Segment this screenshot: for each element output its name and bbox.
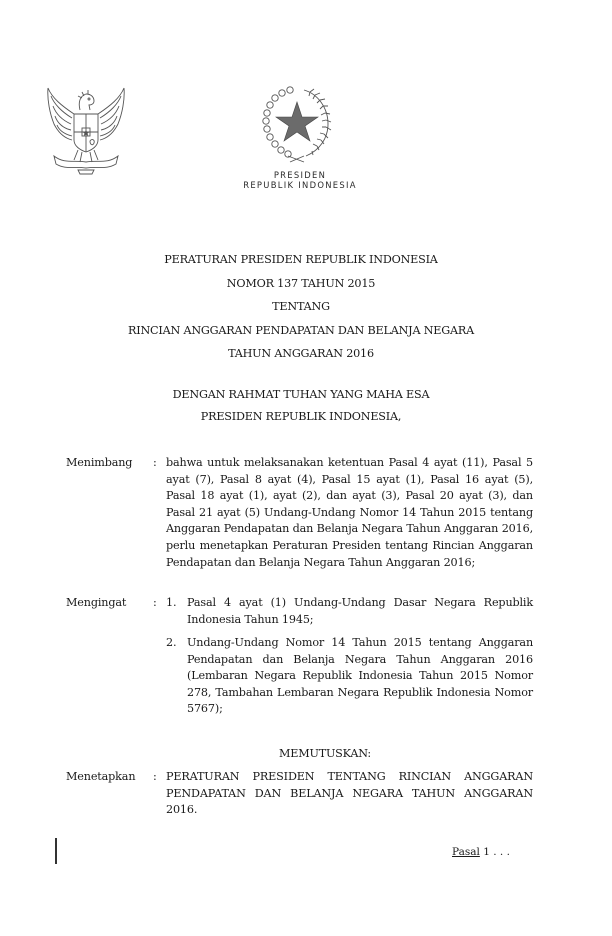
menimbang-colon: :: [153, 456, 157, 469]
mengingat-item-2-number: 2.: [166, 636, 177, 649]
memutuskan-heading: MEMUTUSKAN:: [278, 747, 371, 760]
menetapkan-label: Menetapkan: [66, 770, 136, 783]
regulation-title: [100, 248, 502, 366]
menimbang-label: Menimbang: [66, 456, 133, 469]
title-line-5: TAHUN ANGGARAN 2016: [228, 347, 374, 360]
mengingat-section: [66, 595, 536, 725]
margin-bar: [55, 838, 57, 864]
presidential-seal-icon: [260, 84, 332, 164]
seal-caption-republic: REPUBLIK INDONESIA: [243, 180, 357, 190]
title-line-1: PERATURAN PRESIDEN REPUBLIK INDONESIA: [164, 253, 438, 266]
title-line-2: NOMOR 137 TAHUN 2015: [226, 276, 376, 290]
next-page-rest: 1 . . .: [479, 846, 510, 858]
next-page-word: Pasal: [452, 846, 480, 858]
seal-caption-president: PRESIDEN: [273, 170, 327, 180]
next-page-catchword: [452, 846, 510, 858]
seal-caption: [200, 170, 400, 190]
menimbang-section: [66, 455, 536, 590]
garuda-emblem-icon: [44, 84, 128, 176]
mengingat-colon: :: [153, 596, 157, 609]
preamble-line-2: PRESIDEN REPUBLIK INDONESIA,: [200, 410, 402, 423]
mengingat-label: Mengingat: [66, 596, 127, 609]
title-line-3: TENTANG: [272, 300, 330, 313]
mengingat-item-1-text: Pasal 4 ayat (1) Undang-Undang Dasar Negara Republik Indonesia Tahun 1945;: [187, 596, 533, 626]
mengingat-item-1-number: 1.: [166, 596, 177, 609]
menetapkan-text: PERATURAN PRESIDEN TENTANG RINCIAN ANGGARAN PENDAPATAN DAN BELANJA NEGARA TAHUN ANGGARAN 2016.: [166, 770, 533, 817]
menetapkan-colon: :: [153, 770, 157, 783]
preamble-line-1: DENGAN RAHMAT TUHAN YANG MAHA ESA: [172, 388, 430, 401]
menetapkan-section: [66, 769, 536, 824]
title-line-4: RINCIAN ANGGARAN PENDAPATAN DAN BELANJA NEGARA: [128, 323, 474, 337]
menimbang-text: bahwa untuk melaksanakan ketentuan Pasal 4 ayat (11), Pasal 5 ayat (7), Pasal 8 ayat (4), Pasal 15 ayat (1), Pasal 16 ayat (5), Pasal 18 ayat (1), ayat (2), dan ayat (3), Pasal 20 ayat (3), dan Pasal 21 ayat (5) Undang-Undang Nomor 14 Tahun 2015 tentang Anggaran Pendapatan dan Belanja Negara Tahun Anggaran 2016, perlu menetapkan Peraturan Presiden tentang Rincian Anggaran Pendapatan dan Belanja Negara Tahun Anggaran 2016;: [166, 456, 533, 569]
preamble: [100, 384, 502, 428]
mengingat-item-2-text: Undang-Undang Nomor 14 Tahun 2015 tentang Anggaran Pendapatan dan Belanja Negara Tahun Anggaran 2016 (Lembaran Negara Republik Indonesia Tahun 2015 Nomor 278, Tambahan Lembaran Negara Republik Indonesia Nomor 5767);: [187, 636, 533, 716]
